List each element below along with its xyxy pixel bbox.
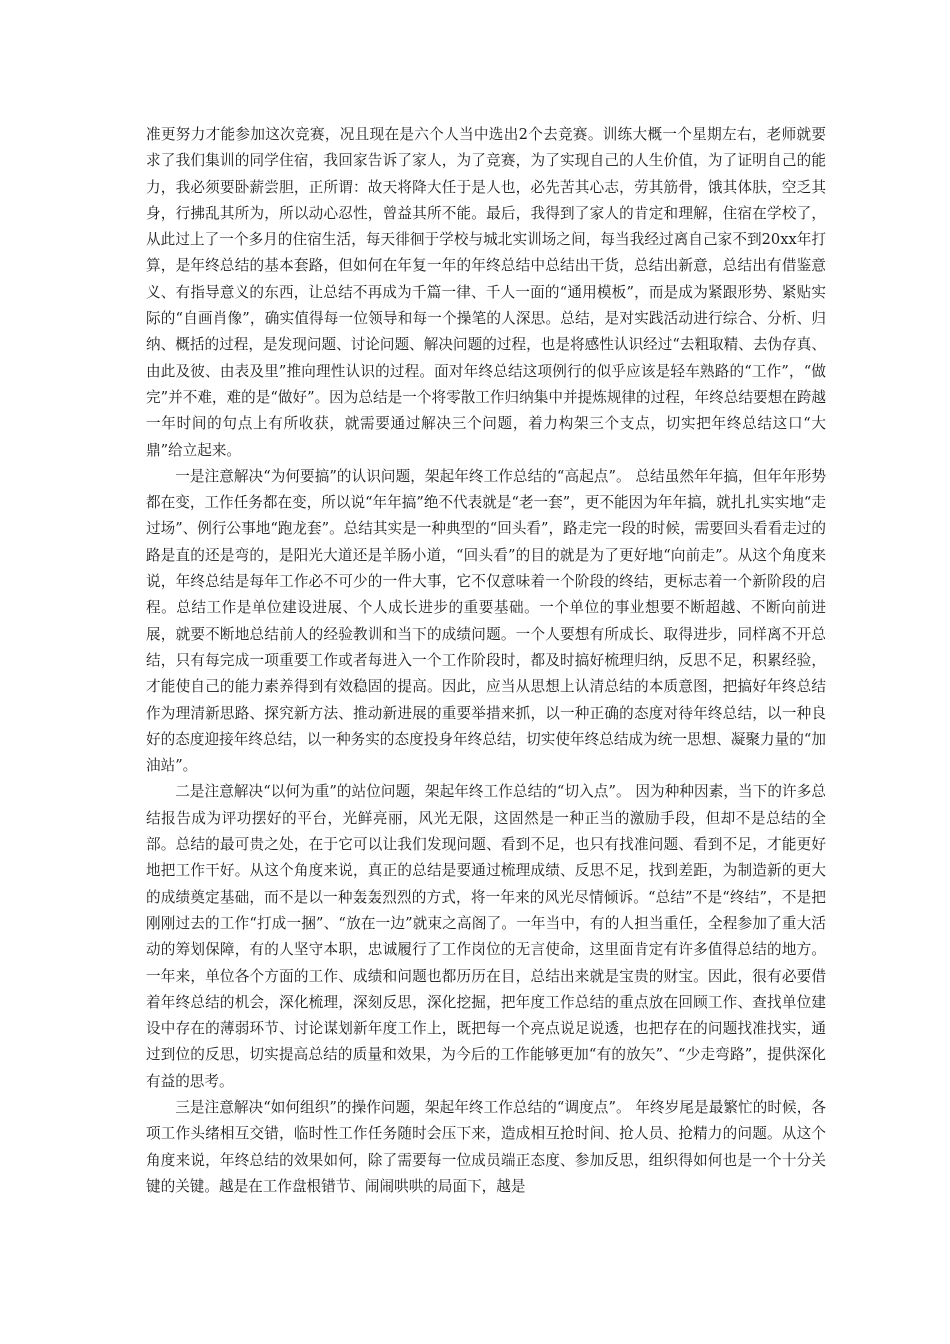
document-body [146,122,826,1200]
paragraph-point-three: 三是注意解决“如何组织”的操作问题，架起年终工作总结的“调度点”。 年终岁尾是最繁忙的时候，各项工作头绪相互交错，临时性工作任务随时会压下来，造成相互抢时间、抢人员、抢精力的问题。从这个角度来说，年终总结的效果如何，除了需要每一位成员端正态度、参加反思，组织得如何也是一个十分关键的关键。越是在工作盘根错节、闹闹哄哄的局面下，越是 [146,1098,826,1195]
paragraph-point-one: 一是注意解决“为何要搞”的认识问题，架起年终工作总结的“高起点”。 总结虽然年年搞，但年年形势都在变，工作任务都在变，所以说“年年搞”绝不代表就是“老一套”，更不能因为年年搞，就扎扎实实地“走过场”、例行公事地“跑龙套”。总结其实是一种典型的“回头看”，路走完一段的时候，需要回头看看走过的路是直的还是弯的，是阳光大道还是羊肠小道，“回头看”的目的就是为了更好地“向前走”。从这个角度来说，年终总结是每年工作必不可少的一件大事，它不仅意味着一个阶段的终结，更标志着一个新阶段的启程。总结工作是单位建设进展、个人成长进步的重要基础。一个单位的事业想要不断超越、不断向前进展，就要不断地总结前人的经验教训和当下的成绩问题。一个人要想有所成长、取得进步，同样离不开总结，只有每完成一项重要工作或者每进入一个工作阶段时，都及时搞好梳理归纳，反思不足，积累经验，才能使自己的能力素养得到有效稳固的提高。因此，应当从思想上认清总结的本质意图，把搞好年终总结作为理清新思路、探究新方法、推动新进展的重要举措来抓，以一种正确的态度对待年终总结，以一种良好的态度迎接年终总结，以一种务实的态度投身年终总结，切实使年终总结成为统一思想、凝聚力量的“加油站”。 [146,467,826,775]
paragraph-continuation: 准更努力才能参加这次竞赛，况且现在是六个人当中选出2个去竞赛。训练大概一个星期左右，老师就要求了我们集训的同学住宿，我回家告诉了家人，为了竞赛，为了实现自己的人生价值，为了证明自己的能力，我必须要卧薪尝胆，正所谓：故天将降大任于是人也，必先苦其心志，劳其筋骨，饿其体肤，空乏其身，行拂乱其所为，所以动心忍性，曾益其所不能。最后，我得到了家人的肯定和理解，住宿在学校了，从此过上了一个多月的住宿生活，每天徘徊于学校与城北实训场之间，每当我经过离自己家不到20xx年打算，是年终总结的基本套路，但如何在年复一年的年终总结中总结出干货，总结出新意，总结出有借鉴意义、有指导意义的东西，让总结不再成为千篇一律、千人一面的“通用模板”，而是成为紧跟形势、紧贴实际的“自画肖像”，确实值得每一位领导和每一个操笔的人深思。总结，是对实践活动进行综合、分析、归纳、概括的过程，是发现问题、讨论问题、解决问题的过程，也是将感性认识经过“去粗取精、去伪存真、由此及彼、由表及里”推向理性认识的过程。面对年终总结这项例行的似乎应该是轻车熟路的“工作”，“做完”并不难，难的是“做好”。因为总结是一个将零散工作归纳集中并提炼规律的过程，年终总结要想在跨越一年时间的句点上有所收获，就需要通过解决三个问题，着力构架三个支点，切实把年终总结这口“大鼎”给立起来。 [146,126,826,459]
paragraph-point-two: 二是注意解决“以何为重”的站位问题，架起年终工作总结的“切入点”。 因为种种因素，当下的许多总结报告成为评功摆好的平台，光鲜亮丽，风光无限，这固然是一种正当的激励手段，但却不是总结的全部。总结的最可贵之处，在于它可以让我们发现问题、看到不足，也只有找准问题、看到不足，才能更好地把工作干好。从这个角度来说，真正的总结是要通过梳理成绩、反思不足，找到差距，为制造新的更大的成绩奠定基础，而不是以一种轰轰烈烈的方式，将一年来的风光尽情倾诉。“总结”不是“终结”，不是把刚刚过去的工作“打成一捆”、“放在一边”就束之高阁了。一年当中，有的人担当重任，全程参加了重大活动的筹划保障，有的人坚守本职，忠诚履行了工作岗位的无言使命，这里面肯定有许多值得总结的地方。一年来，单位各个方面的工作、成绩和问题也都历历在目，总结出来就是宝贵的财宝。因此，很有必要借着年终总结的机会，深化梳理，深刻反思，深化挖掘，把年度工作总结的重点放在回顾工作、查找单位建设中存在的薄弱环节、讨论谋划新年度工作上，既把每一个亮点说足说透，也把存在的问题找准找实，通过到位的反思，切实提高总结的质量和效果，为今后的工作能够更加“有的放矢”、“少走弯路”，提供深化有益的思考。 [146,783,826,1090]
